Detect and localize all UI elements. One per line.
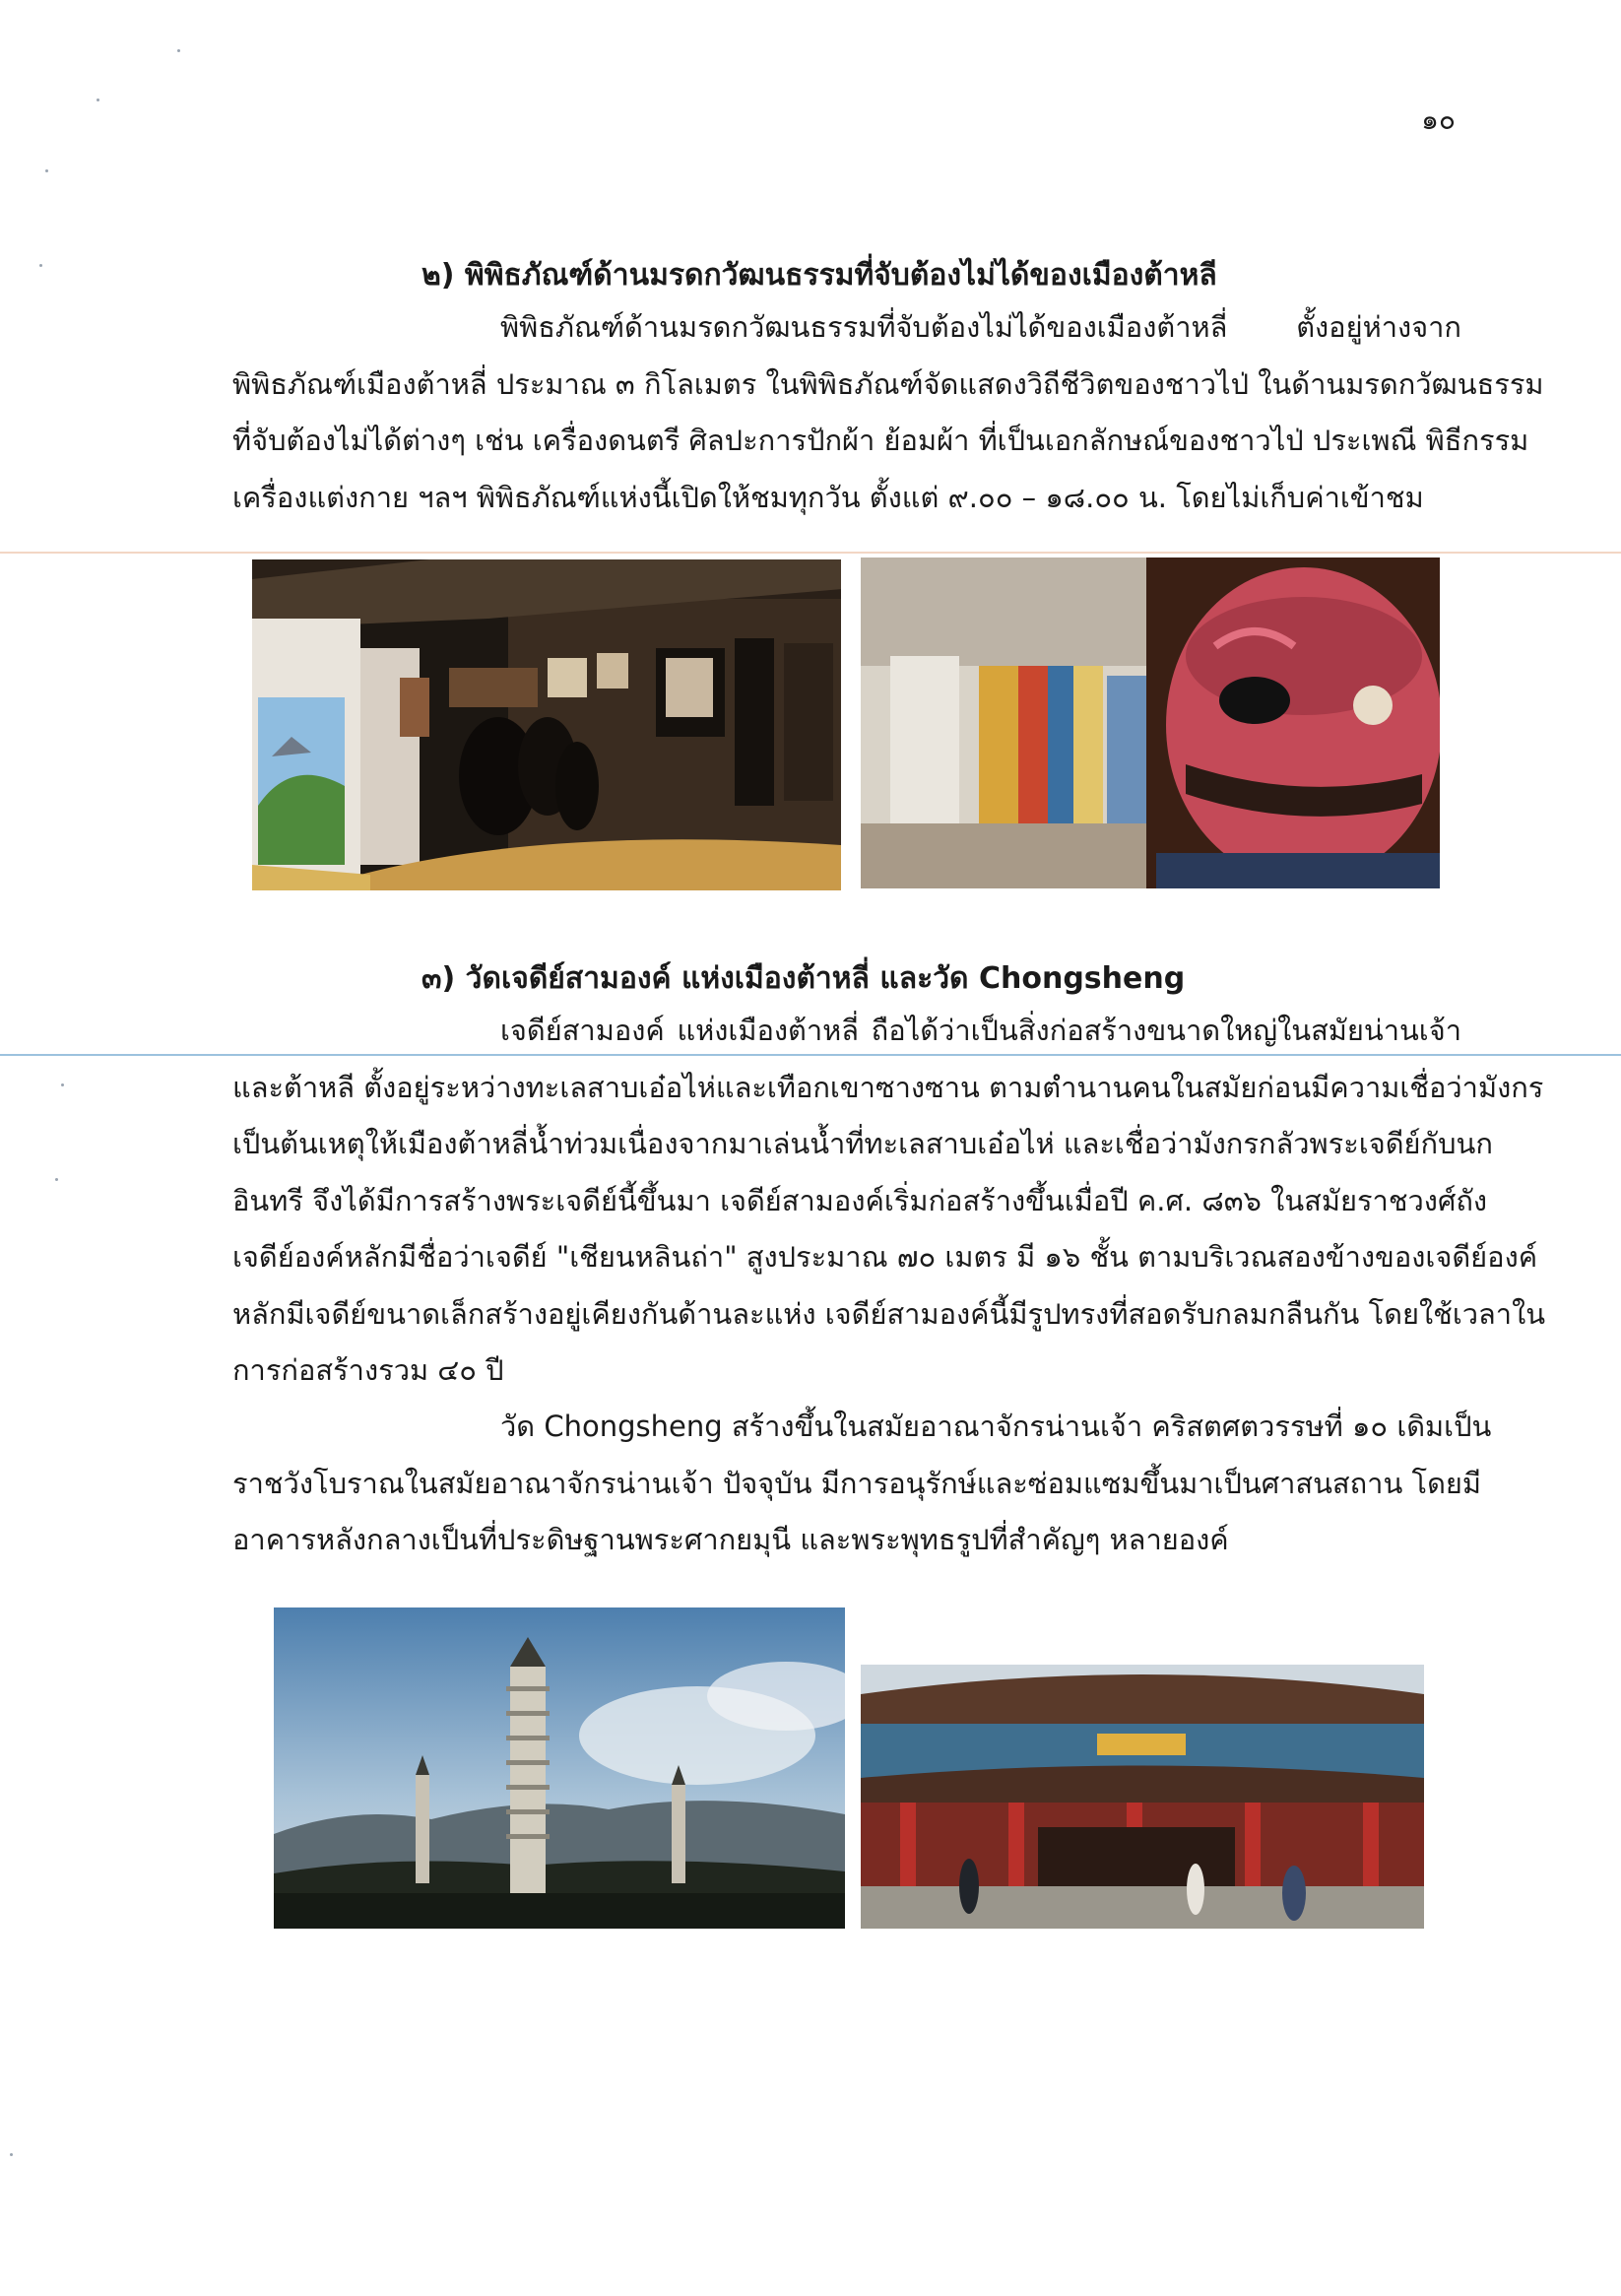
page-number: ๑๐ bbox=[1421, 103, 1456, 136]
paragraph-line: วัด Chongsheng สร้างขึ้นในสมัยอาณาจักรน่านเจ้า คริสตศตวรรษที่ ๑๐ เดิมเป็น bbox=[500, 1410, 1492, 1443]
scan-speck bbox=[177, 49, 180, 52]
paragraph-line: เป็นต้นเหตุให้เมืองต้าหลี่น้ำท่วมเนื่องจากมาเล่นน้ำที่ทะเลสาบเอ๋อไห่ และเชื่อว่ามังกรกลัวพระเจดีย์กับนก bbox=[232, 1127, 1493, 1160]
paragraph-line: และต้าหลี ตั้งอยู่ระหว่างทะเลสาบเอ๋อไห่และเทือกเขาซางซาน ตามตำนานคนในสมัยก่อนมีความเชื่อว่ามังกร bbox=[232, 1070, 1544, 1104]
section-2-heading: ๒) พิพิธภัณฑ์ด้านมรดกวัฒนธรรมที่จับต้องไม่ได้ของเมืองต้าหลี bbox=[421, 258, 1217, 293]
scan-speck bbox=[97, 98, 99, 101]
scan-speck bbox=[39, 264, 42, 267]
scan-line-orange bbox=[0, 552, 1621, 554]
scan-speck bbox=[45, 169, 48, 172]
paragraph-line: ที่จับต้องไม่ได้ต่างๆ เช่น เครื่องดนตรี ศิลปะการปักผ้า ย้อมผ้า ที่เป็นเอกลักษณ์ของชาวไป่ ประเพณี พิธีกรรม bbox=[232, 424, 1529, 457]
scan-speck bbox=[55, 1178, 58, 1181]
section-3-paragraph-1 bbox=[232, 1003, 1546, 1400]
section-3-paragraph-2 bbox=[232, 1399, 1492, 1569]
chongsheng-temple-photo bbox=[861, 1665, 1424, 1929]
scan-speck bbox=[61, 1083, 64, 1086]
three-pagodas-photo bbox=[274, 1607, 845, 1929]
paragraph-line: การก่อสร้างรวม ๔๐ ปี bbox=[232, 1353, 504, 1387]
paragraph-line: ราชวังโบราณในสมัยอาณาจักรน่านเจ้า ปัจจุบัน มีการอนุรักษ์และซ่อมแซมขึ้นมาเป็นศาสนสถาน โดยมี bbox=[232, 1466, 1482, 1500]
paragraph-line: พิพิธภัณฑ์ด้านมรดกวัฒนธรรมที่จับต้องไม่ได้ของเมืองต้าหลี่ ตั้งอยู่ห่างจาก bbox=[500, 310, 1461, 344]
paragraph-line: หลักมีเจดีย์ขนาดเล็กสร้างอยู่เคียงกันด้านละแห่ง เจดีย์สามองค์นี้มีรูปทรงที่สอดรับกลมกลืนกัน โดยใช้เวลาใน bbox=[232, 1296, 1546, 1331]
paragraph-line: เครื่องแต่งกาย ฯลฯ พิพิธภัณฑ์แห่งนี้เปิดให้ชมทุกวัน ตั้งแต่ ๙.๐๐ – ๑๘.๐๐ น. โดยไม่เก็บค่าเข้าชม bbox=[232, 480, 1424, 514]
carved-mask-photo bbox=[861, 558, 1440, 888]
paragraph-line: เจดีย์องค์หลักมีชื่อว่าเจดีย์ "เชียนหลินถ่า" สูงประมาณ ๗๐ เมตร มี ๑๖ ชั้น ตามบริเวณสองข้างของเจดีย์องค์ bbox=[232, 1240, 1538, 1274]
museum-hall-photo bbox=[252, 559, 841, 890]
scan-speck bbox=[10, 2153, 13, 2156]
paragraph-line: เจดีย์สามองค์ แห่งเมืองต้าหลี่ ถือได้ว่าเป็นสิ่งก่อสร้างขนาดใหญ่ในสมัยน่านเจ้า bbox=[500, 1014, 1461, 1047]
paragraph-line: อาคารหลังกลางเป็นที่ประดิษฐานพระศากยมุนี และพระพุทธรูปที่สำคัญๆ หลายองค์ bbox=[232, 1523, 1229, 1556]
paragraph-line: พิพิธภัณฑ์เมืองต้าหลี่ ประมาณ ๓ กิโลเมตร ในพิพิธภัณฑ์จัดแสดงวิถีชีวิตของชาวไป่ ในด้านมรดกวัฒนธรรม bbox=[232, 366, 1544, 401]
section-3-heading: ๓) วัดเจดีย์สามองค์ แห่งเมืองต้าหลี่ และวัด Chongsheng bbox=[421, 961, 1186, 996]
paragraph-line: อินทรี จึงได้มีการสร้างพระเจดีย์นี้ขึ้นมา เจดีย์สามองค์เริ่มก่อสร้างขึ้นเมื่อปี ค.ศ. ๘๓๖ ในสมัยราชวงศ์ถัง bbox=[232, 1183, 1488, 1217]
section-2-paragraph bbox=[232, 299, 1544, 526]
